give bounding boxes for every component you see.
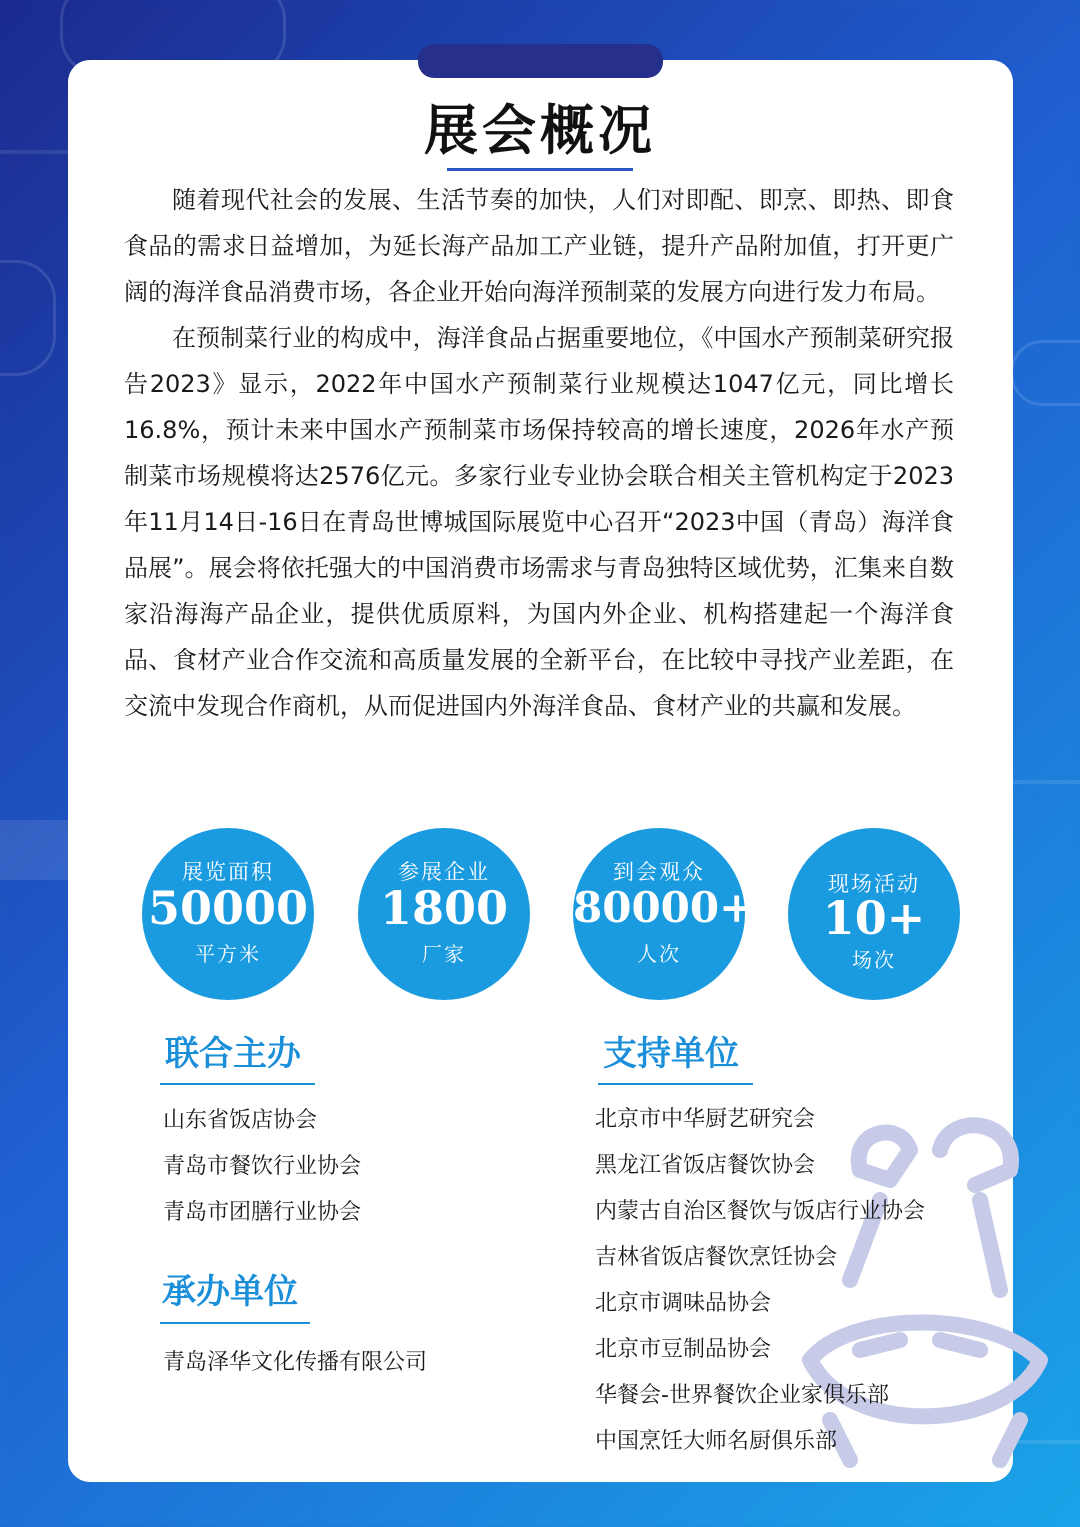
list-item: 青岛市餐饮行业协会 (163, 1154, 362, 1179)
stat-visitors (573, 828, 755, 1000)
stat-label: 现场活动 (828, 872, 920, 896)
stat-unit: 平方米 (195, 942, 261, 966)
undertaker-underline (160, 1322, 310, 1324)
stat-label: 展览面积 (182, 860, 274, 884)
intro-paragraph: 在预制菜行业的构成中，海洋食品占据重要地位，《中国水产预制菜研究报告2023》显示，2022年中国水产预制菜行业规模达1047亿元，同比增长16.8%，预计未来中国水产预制菜市场保持较高的增长速度，2026年水产预制菜市场规模将达2576亿元。多家行业专业协会联合相关主管机构定于2023年11月14日-16日在青岛世博城国际展览中心召开“2023中国（青岛）海洋食品展”。展会将依托强大的中国消费市场需求与青岛独特区域优势，汇集来自数家沿海海产品企业，提供优质原料，为国内外企业、机构搭建起一个海洋食品、食材产业合作交流和高质量发展的全新平台，在比较中寻找产业差距，在交流中发现合作商机，从而促进国内外海洋食品、食材产业的共赢和发展。 (124, 324, 954, 720)
list-item: 黑龙江省饭店餐饮协会 (595, 1153, 816, 1178)
list-item: 山东省饭店协会 (163, 1108, 318, 1133)
list-item: 北京市豆制品协会 (595, 1337, 772, 1362)
list-item: 北京市调味品协会 (595, 1291, 772, 1316)
list-item: 吉林省饭店餐饮烹饪协会 (595, 1245, 838, 1270)
supporters-underline (598, 1083, 753, 1085)
stat-value: 80000+ (573, 883, 755, 932)
stat-label: 到会观众 (613, 860, 705, 884)
stat-unit: 厂家 (422, 942, 466, 966)
stat-value: 1800 (379, 881, 509, 935)
stat-label: 参展企业 (398, 860, 490, 884)
decorative-line (1013, 780, 1080, 784)
stat-value: 50000 (147, 881, 309, 935)
organizers-list (163, 1098, 361, 1236)
decorative-line (0, 820, 68, 880)
intro-paragraph: 随着现代社会的发展、生活节奏的加快，人们对即配、即烹、即热、即食食品的需求日益增加，为延长海产品加工产业链，提升产品附加值，打开更广阔的海洋食品消费市场，各企业开始向海洋预制菜的发展方向进行发力布局。 (124, 186, 954, 306)
stat-unit: 场次 (852, 948, 896, 972)
page-title: 展会概况 (424, 98, 656, 162)
list-item: 内蒙古自治区餐饮与饭店行业协会 (595, 1199, 926, 1224)
decorative-ring (1010, 340, 1080, 406)
list-item: 北京市中华厨艺研究会 (595, 1107, 816, 1132)
stat-exhibition-area (142, 828, 314, 1000)
supporters-heading: 支持单位 (603, 1034, 739, 1074)
undertaker-heading: 承办单位 (162, 1272, 298, 1312)
supporters-list (595, 1097, 925, 1465)
header-tab-bar (418, 44, 663, 78)
organizers-underline (160, 1083, 315, 1085)
list-item: 青岛市团膳行业协会 (163, 1200, 362, 1225)
list-item: 青岛泽华文化传播有限公司 (163, 1350, 428, 1375)
stat-exhibitors (358, 828, 530, 1000)
stat-activities (788, 828, 960, 1000)
intro-text (124, 177, 954, 729)
title-underline (447, 168, 633, 171)
undertaker-list (163, 1340, 427, 1386)
organizers-heading: 联合主办 (165, 1034, 301, 1074)
stat-value: 10+ (822, 891, 926, 945)
decorative-ring (0, 260, 56, 376)
list-item: 中国烹饪大师名厨俱乐部 (595, 1429, 838, 1454)
list-item: 华餐会-世界餐饮企业家俱乐部 (595, 1383, 889, 1408)
stat-unit: 人次 (637, 942, 681, 966)
